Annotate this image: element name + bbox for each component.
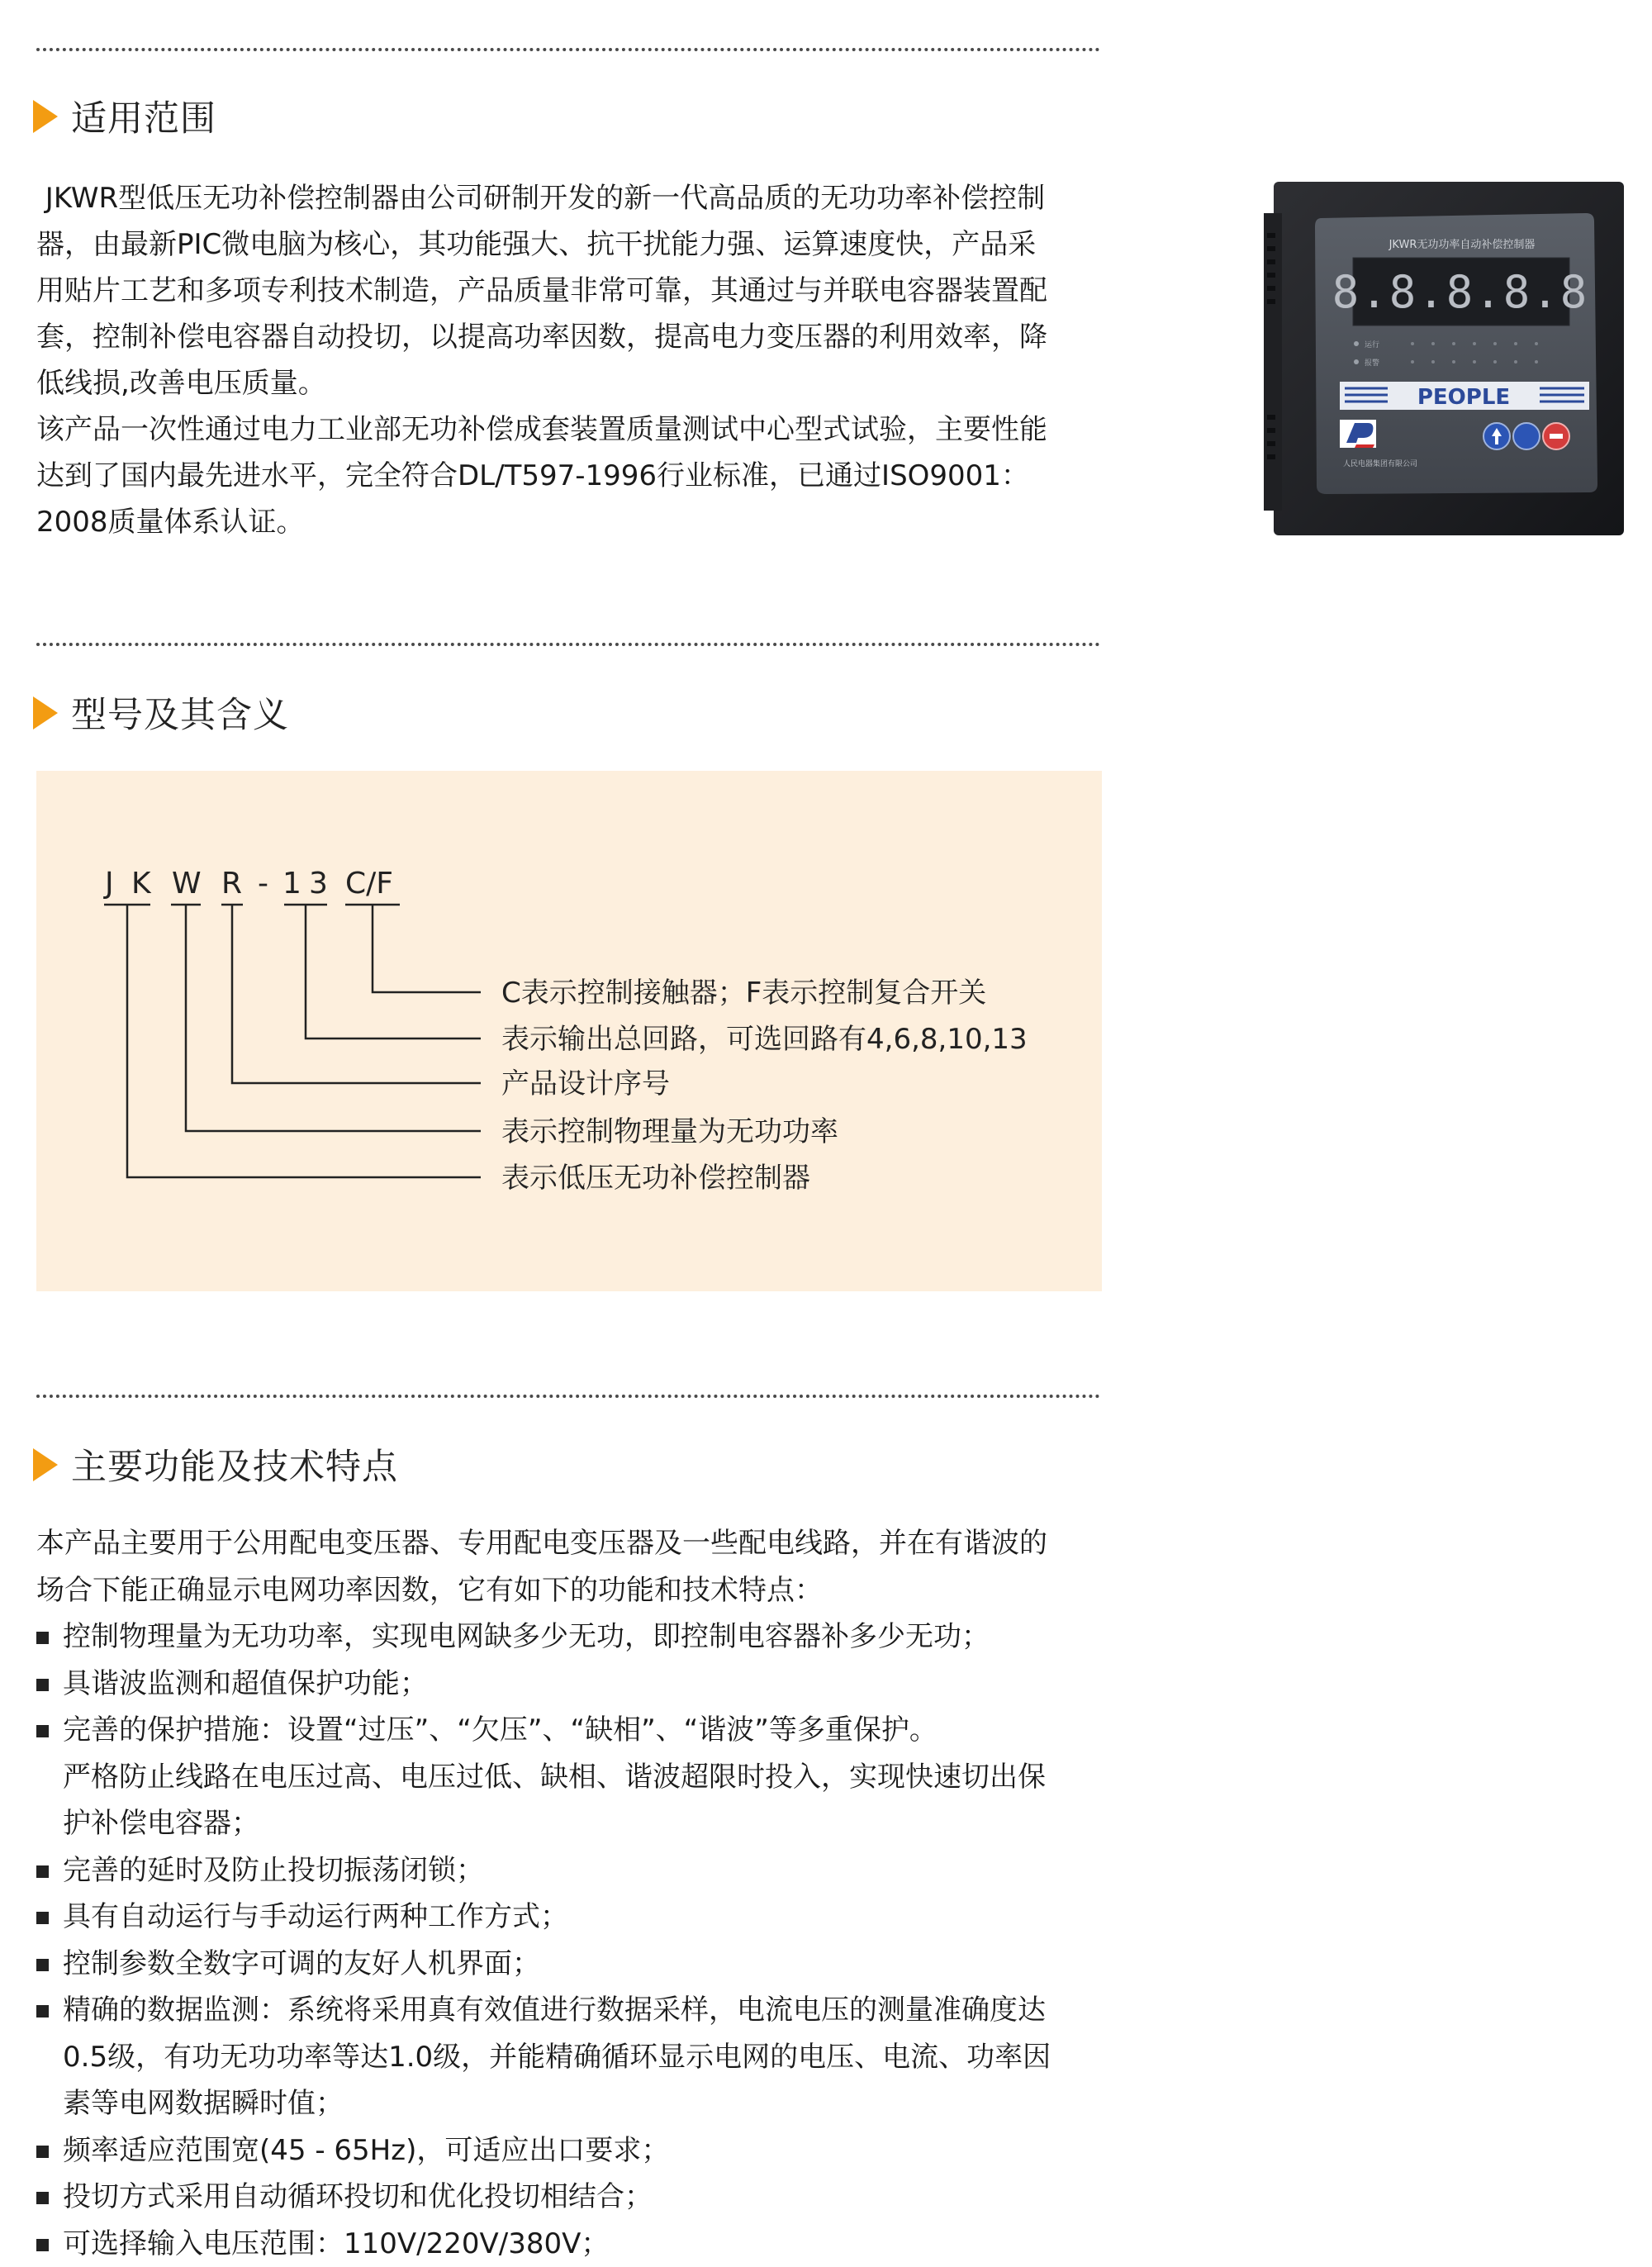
scope-text bbox=[36, 175, 1102, 545]
code-char-cf: C/F bbox=[345, 867, 393, 901]
divider-2 bbox=[36, 643, 1100, 646]
code-char-r: R bbox=[221, 867, 242, 901]
divider-1 bbox=[36, 48, 1100, 51]
meaning-label: C表示控制接触器；F表示控制复合开关 bbox=[501, 977, 986, 1010]
list-item bbox=[36, 1987, 1110, 2127]
item-line: 具有自动运行与手动运行两种工作方式； bbox=[63, 1900, 568, 1933]
text-line: JKWR型低压无功补偿控制器由公司研制开发的新一代高品质的无功功率补偿控制 bbox=[36, 175, 1102, 221]
intro-line: 场合下能正确显示电网功率因数，它有如下的功能和技术特点： bbox=[36, 1567, 1110, 1614]
item-line: 0.5级，有功无功功率等达1.0级，并能精确循环显示电网的电压、电流、功率因 bbox=[63, 2034, 1110, 2081]
product-image bbox=[1264, 175, 1624, 535]
bullet-icon bbox=[36, 1661, 63, 1708]
list-item bbox=[36, 2174, 1110, 2221]
code-char-1: 1 bbox=[282, 867, 301, 901]
list-item bbox=[36, 1614, 1110, 1661]
item-line: 频率适应范围宽(45 - 65Hz)，可适应出口要求； bbox=[63, 2134, 669, 2167]
text-line: 器，由最新PIC微电脑为核心，其功能强大、抗干扰能力强、运算速度快，产品采 bbox=[36, 221, 1102, 268]
text-line: 用贴片工艺和多项专利技术制造，产品质量非常可靠，其通过与并联电容器装置配 bbox=[36, 268, 1102, 314]
bullet-icon bbox=[36, 2127, 63, 2174]
bullet-icon bbox=[36, 2221, 63, 2267]
item-line: 控制参数全数字可调的友好人机界面； bbox=[63, 1947, 540, 1980]
list-item bbox=[36, 1847, 1110, 1894]
company-name: 人民电器集团有限公司 bbox=[1343, 459, 1417, 468]
bullet-icon bbox=[36, 2174, 63, 2221]
list-item bbox=[36, 1941, 1110, 1988]
meaning-label: 表示输出总回路，可选回路有4,6,8,10,13 bbox=[501, 1023, 1028, 1056]
code-char-dash: - bbox=[258, 867, 268, 901]
item-line: 护补偿电容器； bbox=[63, 1800, 1110, 1847]
list-item bbox=[36, 1707, 1110, 1847]
section-heading-features bbox=[33, 1439, 398, 1490]
divider-3 bbox=[36, 1395, 1100, 1398]
bullet-icon bbox=[36, 1941, 63, 1988]
text-line: 达到了国内最先进水平，完全符合DL/T597-1996行业标准，已通过ISO9001： bbox=[36, 453, 1102, 499]
model-diagram bbox=[36, 771, 1102, 1291]
section-title: 型号及其含义 bbox=[71, 687, 289, 738]
item-line: 完善的保护措施：设置“过压”、“欠压”、“缺相”、“谐波”等多重保护。 bbox=[63, 1707, 1110, 1754]
bullet-icon bbox=[36, 1614, 63, 1661]
item-line: 控制物理量为无功功率，实现电网缺多少无功，即控制电容器补多少无功； bbox=[63, 1620, 990, 1653]
item-line: 严格防止线路在电压过高、电压过低、缺相、谐波超限时投入，实现快速切出保 bbox=[63, 1754, 1110, 1801]
code-char-k: K bbox=[131, 867, 152, 901]
features-list bbox=[36, 1520, 1110, 2267]
bullet-icon bbox=[36, 1894, 63, 1941]
text-line: 该产品一次性通过电力工业部无功补偿成套装置质量测试中心型式试验，主要性能 bbox=[36, 406, 1102, 453]
list-item bbox=[36, 2221, 1110, 2267]
label-run: 运行 bbox=[1365, 340, 1379, 349]
item-line: 具谐波监测和超值保护功能； bbox=[63, 1667, 428, 1700]
text-line: 2008质量体系认证。 bbox=[36, 499, 1102, 545]
device-panel-title: JKWR无功功率自动补偿控制器 bbox=[1389, 238, 1536, 251]
label-alarm: 报警 bbox=[1365, 358, 1379, 368]
text-line: 套，控制补偿电容器自动投切，以提高功率因数，提高电力变压器的利用效率，降 bbox=[36, 314, 1102, 360]
text-line: 低线损,改善电压质量。 bbox=[36, 360, 1102, 406]
bullet-icon bbox=[36, 1707, 63, 1847]
item-line: 可选择输入电压范围：110V/220V/380V； bbox=[63, 2227, 609, 2260]
led-display: 8.8.8.8.8 bbox=[1332, 266, 1589, 318]
arrow-icon bbox=[33, 1448, 58, 1481]
arrow-icon bbox=[33, 696, 58, 730]
item-line: 投切方式采用自动循环投切和优化投切相结合； bbox=[63, 2180, 653, 2213]
intro-line: 本产品主要用于公用配电变压器、专用配电变压器及一些配电线路，并在有谐波的 bbox=[36, 1520, 1110, 1567]
section-heading-model bbox=[33, 687, 289, 738]
item-line: 完善的延时及防止投切振荡闭锁； bbox=[63, 1854, 484, 1887]
code-char-w: W bbox=[172, 867, 202, 901]
section-heading-scope bbox=[33, 91, 216, 141]
set-button[interactable] bbox=[1513, 423, 1540, 449]
list-item bbox=[36, 1661, 1110, 1708]
meaning-label: 表示低压无功补偿控制器 bbox=[501, 1162, 810, 1195]
section-title: 主要功能及技术特点 bbox=[71, 1439, 398, 1490]
section-title: 适用范围 bbox=[71, 91, 216, 141]
arrow-icon bbox=[33, 100, 58, 133]
meaning-label: 产品设计序号 bbox=[501, 1067, 670, 1100]
bullet-icon bbox=[36, 1847, 63, 1894]
brand-logo: PEOPLE bbox=[1417, 385, 1510, 410]
item-line: 素等电网数据瞬时值； bbox=[63, 2080, 1110, 2127]
code-char-j: J bbox=[103, 867, 114, 901]
code-char-3: 3 bbox=[309, 867, 328, 901]
list-item bbox=[36, 1894, 1110, 1941]
item-line: 精确的数据监测：系统将采用真有效值进行数据采样，电流电压的测量准确度达 bbox=[63, 1987, 1110, 2034]
bullet-icon bbox=[36, 1987, 63, 2127]
meaning-label: 表示控制物理量为无功功率 bbox=[501, 1115, 838, 1148]
list-item bbox=[36, 2127, 1110, 2174]
